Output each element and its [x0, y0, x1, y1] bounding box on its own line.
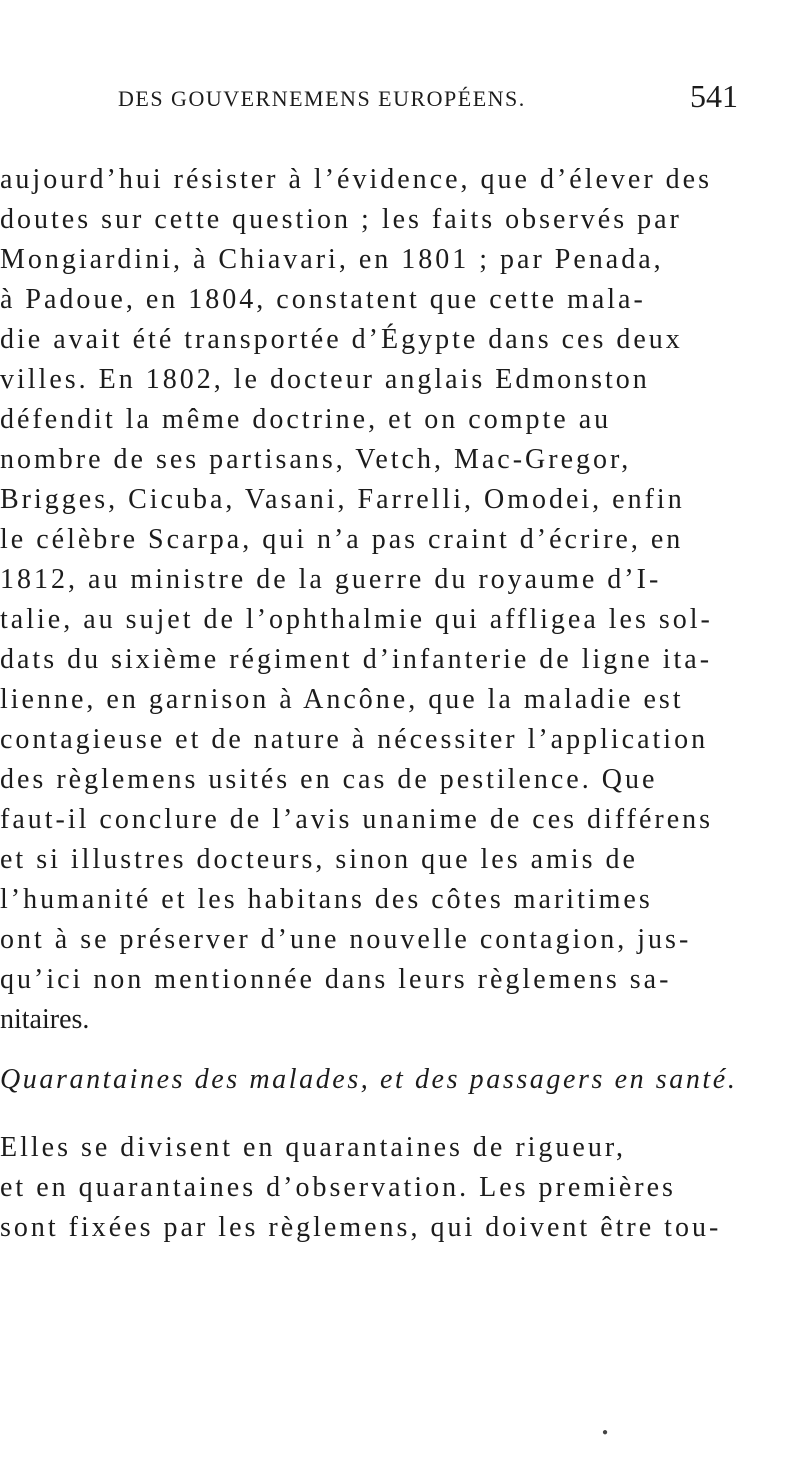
text-line: talie, au sujet de l’ophthalmie qui affligea les sol-: [0, 604, 713, 635]
text-line: Elles se divisent en quarantaines de rigueur,: [0, 1132, 627, 1163]
page-header: [118, 78, 738, 126]
text-line: villes. En 1802, le docteur anglais Edmonston: [0, 364, 650, 395]
text-line: Brigges, Cicuba, Vasani, Farrelli, Omodei, enfin: [0, 484, 685, 515]
page-number: 541: [690, 78, 738, 114]
text-line: Mongiardini, à Chiavari, en 1801 ; par Penada,: [0, 244, 664, 275]
section-heading: Quarantaines des malades, et des passagers en santé.: [0, 1064, 738, 1095]
text-line: des règlemens usités en cas de pestilence. Que: [0, 764, 658, 795]
text-line: lienne, en garnison à Ancône, que la maladie est: [0, 684, 684, 715]
text-line: ont à se préserver d’une nouvelle contagion, jus-: [0, 924, 692, 955]
text-line: à Padoue, en 1804, constatent que cette mala-: [0, 284, 646, 315]
text-line: die avait été transportée d’Égypte dans ces deux: [0, 324, 683, 355]
text-line: 1812, au ministre de la guerre du royaume d’I-: [0, 564, 662, 595]
text-line: doutes sur cette question ; les faits observés par: [0, 204, 682, 235]
running-title: DES GOUVERNEMENS EUROPÉENS.: [118, 86, 526, 111]
text-line: qu’ici non mentionnée dans leurs règlemens sa-: [0, 964, 672, 995]
text-line: faut-il conclure de l’avis unanime de ces différens: [0, 804, 714, 835]
printer-mark: ●: [602, 1427, 609, 1438]
text-line: défendit la même doctrine, et on compte au: [0, 404, 612, 435]
text-line: dats du sixième régiment d’infanterie de ligne ita-: [0, 644, 713, 675]
text-line: l’humanité et les habitans des côtes maritimes: [0, 884, 653, 915]
text-line: et si illustres docteurs, sinon que les amis de: [0, 844, 638, 875]
text-line: le célèbre Scarpa, qui n’a pas craint d’écrire, en: [0, 524, 684, 555]
text-line: nombre de ses partisans, Vetch, Mac-Gregor,: [0, 444, 632, 475]
text-line: aujourd’hui résister à l’évidence, que d’élever des: [0, 164, 712, 195]
text-line: et en quarantaines d’observation. Les premières: [0, 1172, 676, 1203]
text-line: nitaires.: [0, 1004, 90, 1035]
text-line: contagieuse et de nature à nécessiter l’application: [0, 724, 709, 755]
text-line: sont fixées par les règlemens, qui doivent être tou-: [0, 1212, 722, 1243]
